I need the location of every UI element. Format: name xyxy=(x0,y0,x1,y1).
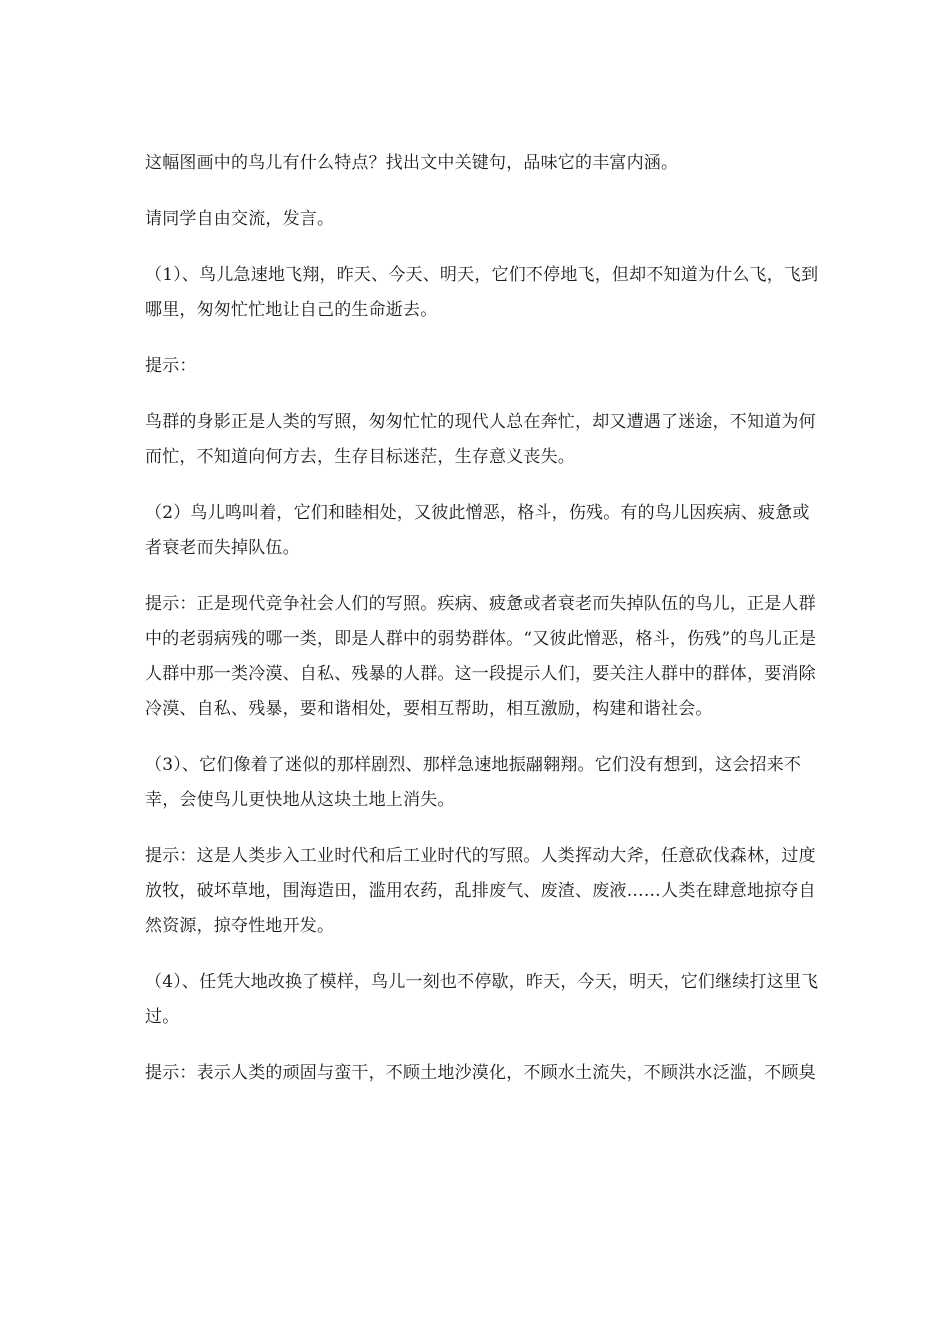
paragraph-question: 这幅图画中的鸟儿有什么特点？找出文中关键句，品味它的丰富内涵。 xyxy=(145,153,679,173)
paragraph-point-2: （2）鸟儿鸣叫着，它们和睦相处，又彼此憎恶，格斗，伤残。有的鸟儿因疾病、疲惫或者衰老而失掉队伍。 xyxy=(145,503,810,558)
paragraph-point-1: （1）、鸟儿急速地飞翔，昨天、今天、明天，它们不停地飞，但却不知道为什么飞，飞到哪里，匆匆忙忙地让自己的生命逝去。 xyxy=(145,265,819,320)
paragraph-hint-2: 提示：正是现代竞争社会人们的写照。疾病、疲惫或者衰老而失掉队伍的鸟儿，正是人群中的老弱病残的哪一类，即是人群中的弱势群体。“又彼此憎恶，格斗，伤残”的鸟儿正是人群中那一类冷漠、自私、残暴的人群。这一段提示人们，要关注人群中的群体，要消除冷漠、自私、残暴，要和谐相处，要相互帮助，相互激励，构建和谐社会。 xyxy=(145,594,817,719)
paragraph-hint-3: 提示：这是人类步入工业时代和后工业时代的写照。人类挥动大斧，任意砍伐森林，过度放牧，破坏草地，围海造田，滥用农药，乱排废气、废渣、废液……人类在肆意地掠夺自然资源，掠夺性地开发。 xyxy=(145,846,816,936)
document-body xyxy=(145,146,825,1112)
paragraph-point-3: （3）、它们像着了迷似的那样剧烈、那样急速地振翮翱翔。它们没有想到，这会招来不幸，会使鸟儿更快地从这块土地上消失。 xyxy=(145,755,802,810)
paragraph-hint-1: 鸟群的身影正是人类的写照，匆匆忙忙的现代人总在奔忙，却又遭遇了迷途，不知道为何而忙，不知道向何方去，生存目标迷茫，生存意义丧失。 xyxy=(145,412,816,467)
paragraph-hint-label: 提示： xyxy=(145,356,197,376)
paragraph-hint-4: 提示：表示人类的顽固与蛮干，不顾土地沙漠化，不顾水土流失，不顾洪水泛滥，不顾臭 xyxy=(145,1063,816,1083)
paragraph-point-4: （4）、任凭大地改换了模样，鸟儿一刻也不停歇，昨天，今天，明天，它们继续打这里飞过。 xyxy=(145,972,819,1027)
paragraph-instruction: 请同学自由交流，发言。 xyxy=(145,209,335,229)
